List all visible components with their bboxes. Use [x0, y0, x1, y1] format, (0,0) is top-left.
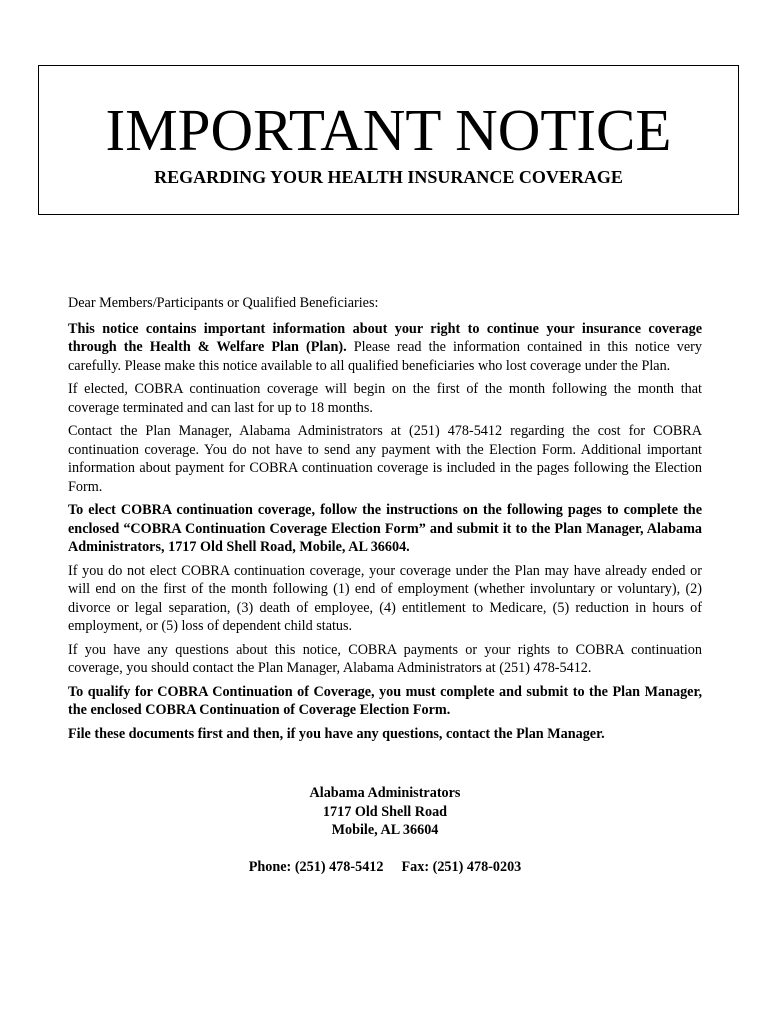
letter-body [68, 294, 702, 748]
contact-line [0, 858, 770, 877]
mailing-address [0, 784, 770, 840]
paragraph-file-first: File these documents first and then, if you have any questions, contact the Plan Manager. [68, 725, 605, 742]
paragraph-coverage-end: If you do not elect COBRA continuation coverage, your coverage under the Plan may have already ended or will end on the first of the month following (1) end of employment (whether involuntary or voluntary), (2) divorce or legal separation, (3) death of employee, (4) entitlement to Medicare, (5) reduction in hours of employment, or (5) loss of dependent child status. [68, 562, 702, 634]
fax-number: Fax: (251) 478-0203 [401, 859, 522, 875]
address-street: 1717 Old Shell Road [322, 803, 448, 820]
notice-title: IMPORTANT NOTICE [105, 97, 672, 163]
paragraph-election-instructions: To elect COBRA continuation coverage, follow the instructions on the following pages to complete the enclosed “COBRA Continuation Coverage Election Form” and submit it to the Plan Manager, Alabama Administrators, 1717 Old Shell Road, Mobile, AL 36604. [68, 502, 702, 555]
paragraph-rights-bold: This notice contains important information about your right to continue your insurance coverage through the Health & Welfare Plan (Plan). [68, 320, 702, 355]
address-name: Alabama Administrators [309, 785, 461, 801]
notice-header-box [38, 65, 739, 215]
paragraph-rights-text: Please read the information contained in this notice very carefully. Please make this notice available to all qualified beneficiaries who lost coverage under the Plan. [68, 339, 702, 374]
paragraph-qualify: To qualify for COBRA Continuation of Coverage, you must complete and submit to the Plan Manager, the enclosed COBRA Continuation of Coverage Election Form. [68, 683, 702, 718]
paragraph-coverage-start: If elected, COBRA continuation coverage will begin on the first of the month following the month that coverage terminated and can last for up to 18 months. [68, 381, 702, 416]
salutation: Dear Members/Participants or Qualified Beneficiaries: [68, 295, 379, 311]
address-city: Mobile, AL 36604 [331, 822, 439, 838]
phone-number: Phone: (251) 478-5412 [248, 859, 384, 875]
paragraph-cost-contact: Contact the Plan Manager, Alabama Administrators at (251) 478-5412 regarding the cost for COBRA continuation coverage. You do not have to send any payment with the Election Form. Additional important information about payment for COBRA continuation coverage is included in the pages following the Election Form. [68, 423, 702, 495]
paragraph-questions: If you have any questions about this notice, COBRA payments or your rights to COBRA continuation coverage, you should contact the Plan Manager, Alabama Administrators at (251) 478-5412. [68, 641, 702, 676]
paragraph-rights [68, 320, 702, 376]
notice-subtitle: REGARDING YOUR HEALTH INSURANCE COVERAGE [154, 167, 623, 187]
